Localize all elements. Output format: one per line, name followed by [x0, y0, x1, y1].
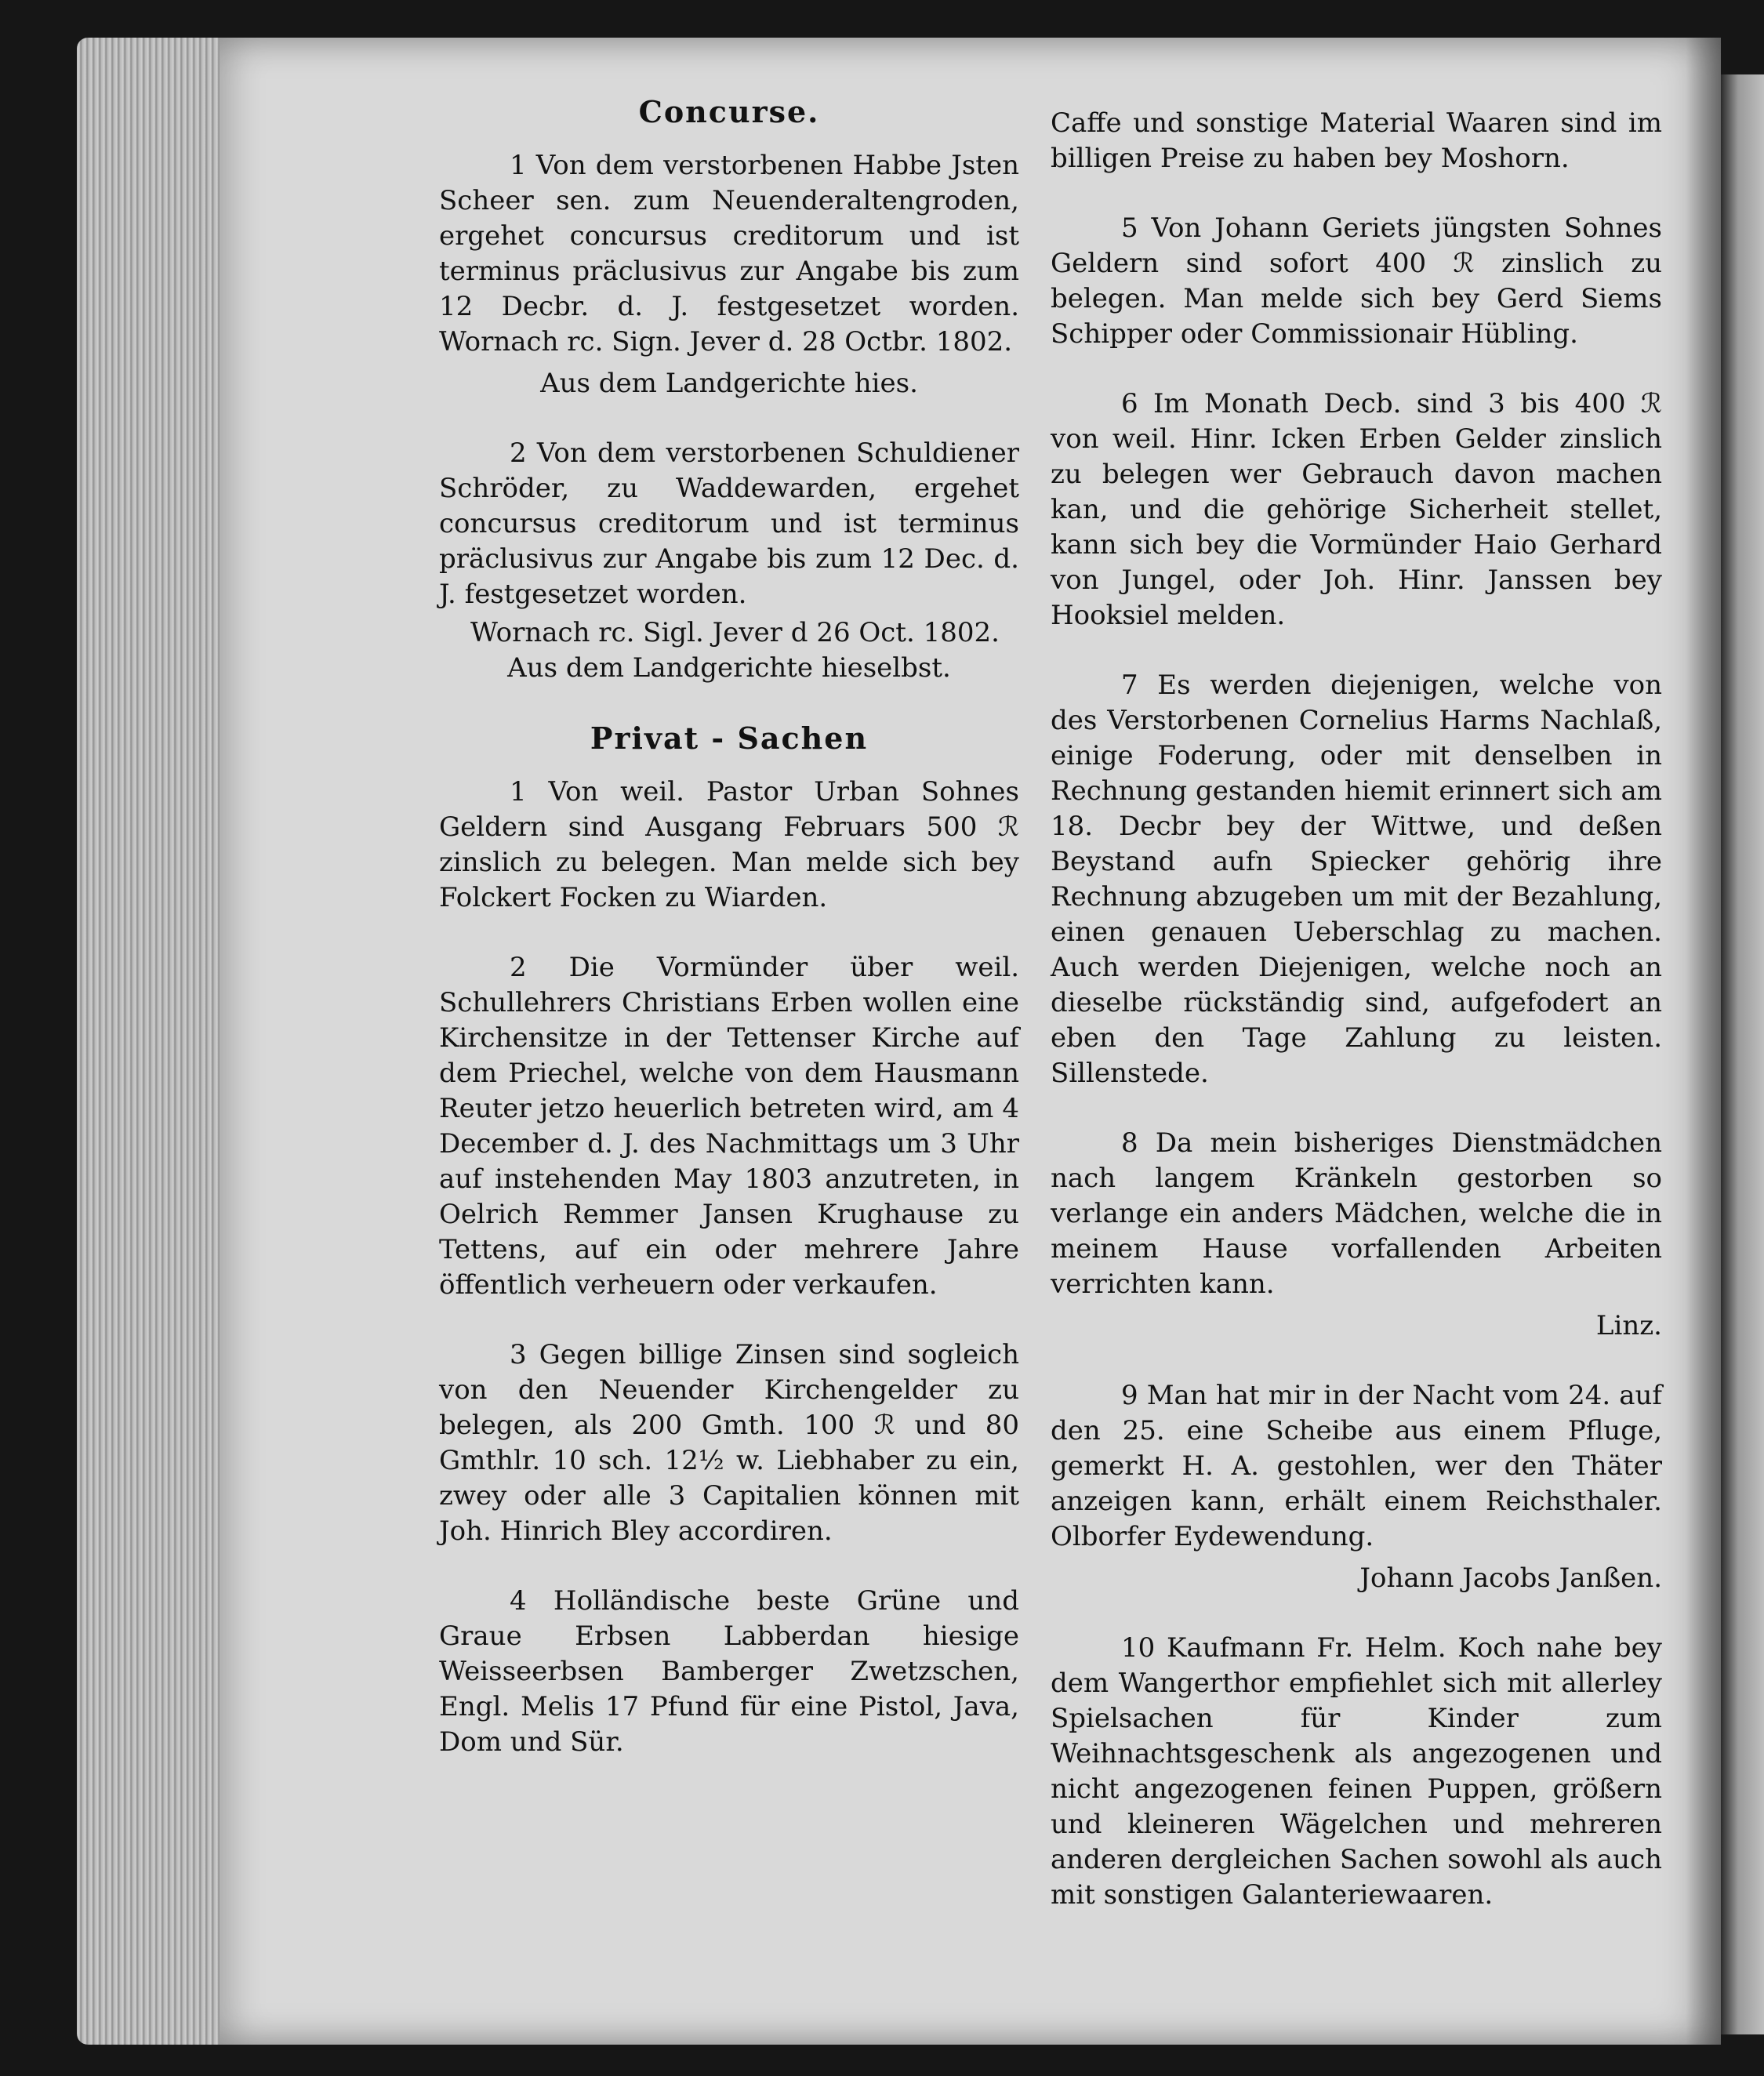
- facing-page-edge: [1721, 74, 1764, 2034]
- privat-entry-2: 2 Die Vormünder über weil. Schullehrers Christians Erben wollen eine Kirchensitze in der Tettenser Kirche auf dem Priechel, welche von dem Hausmann Reuter jetzo heuerlich betreten wird, am 4 December d. J. des Nachmittags um 3 Uhr auf instehenden May 1803 anzutreten, in Oelrich Remmer Jansen Krughause zu Tettens, auf ein oder mehrere Jahre öffentlich verheuern oder verkaufen.: [439, 952, 1019, 1301]
- privat-entry-5: 5 Von Johann Geriets jüngsten Sohnes Geldern sind sofort 400 ℛ zinslich zu belegen. Man melde sich bey Gerd Siems Schipper oder Commissionair Hübling.: [1051, 212, 1662, 350]
- privat-entry-6: 6 Im Monath Decb. sind 3 bis 400 ℛ von weil. Hinr. Icken Erben Gelder zinslich zu belegen wer Gebrauch davon machen kan, und die gehörige Sicherheit stellet, kann sich bey die Vormünder Haio Gerhard von Jungel, oder Joh. Hinr. Janssen bey Hooksiel melden.: [1051, 388, 1662, 631]
- privat-entry-4-continued: Caffe und sonstige Material Waaren sind im billigen Preise zu haben bey Moshorn.: [1051, 107, 1662, 174]
- right-column: [1051, 106, 1662, 1947]
- gutter-shadow: [1686, 38, 1721, 2045]
- concurs-entry-1: 1 Von dem verstorbenen Habbe Jsten Scheer sen. zum Neuenderaltengroden, ergehet concursus creditorum und ist terminus präclusivus zur Angabe bis zum 12 Decbr. d. J. festgesetzet worden. Wornach rc. Sign. Jever d. 28 Octbr. 1802.: [439, 150, 1019, 357]
- privat-entry-1: 1 Von weil. Pastor Urban Sohnes Geldern sind Ausgang Februars 500 ℛ zinslich zu belegen. Man melde sich bey Folckert Focken zu Wiarden.: [439, 776, 1019, 913]
- concurs-entry-2: 2 Von dem verstorbenen Schuldiener Schröder, zu Waddewarden, ergehet concursus creditorum und ist terminus präclusivus zur Angabe bis zum 12 Dec. d. J. festgesetzet worden.: [439, 437, 1019, 610]
- book-page-edges: [77, 38, 234, 2045]
- privat-entry-7: 7 Es werden diejenigen, welche von des Verstorbenen Cornelius Harms Nachlaß, einige Foderung, oder mit denselben in Rechnung gestanden hiemit erinnert sich am 18. Decbr bey der Wittwe, und deßen Beystand aufn Spiecker gehörig ihre Rechnung abzugeben um mit der Bezahlung, einen genauen Ueberschlag zu machen. Auch werden Diejenigen, welche noch an dieselbe rückständig sind, aufgefodert an eben den Tage Zahlung zu leisten. Sillenstede.: [1051, 670, 1662, 1089]
- concurs-entry-1-signature: Aus dem Landgerichte hies.: [540, 368, 918, 399]
- left-column: [439, 94, 1019, 1795]
- privat-entry-8: 8 Da mein bisheriges Dienstmädchen nach langem Kränkeln gestorben so verlange ein anders Mädchen, welche die in meinem Hause vorfallenden Arbeiten verrichten kann.: [1051, 1127, 1662, 1300]
- privat-entry-4: 4 Holländische beste Grüne und Graue Erbsen Labberdan hiesige Weisseerbsen Bamberger Zwetzschen, Engl. Melis 17 Pfund für eine Pistol, Java, Dom und Sür.: [439, 1585, 1019, 1758]
- section-heading-privat: Privat - Sachen: [590, 720, 869, 756]
- concurs-entry-2-date: Wornach rc. Sigl. Jever d 26 Oct. 1802.: [470, 617, 1000, 648]
- concurs-entry-2-signature: Aus dem Landgerichte hieselbst.: [507, 652, 951, 684]
- privat-entry-9-signature: Johann Jacobs Janßen.: [1359, 1562, 1662, 1594]
- section-heading-concurse: Concurse.: [638, 94, 820, 129]
- privat-entry-9: 9 Man hat mir in der Nacht vom 24. auf den 25. eine Scheibe aus einem Pfluge, gemerkt H. A. gestohlen, wer den Thäter anzeigen kann, erhält einem Reichsthaler. Olborfer Eydewendung.: [1051, 1380, 1662, 1552]
- privat-entry-3: 3 Gegen billige Zinsen sind sogleich von den Neuender Kirchengelder zu belegen, als 200 Gmth. 100 ℛ und 80 Gmthlr. 10 sch. 12½ w. Liebhaber zu ein, zwey oder alle 3 Capitalien können mit Joh. Hinrich Bley accordiren.: [439, 1339, 1019, 1547]
- privat-entry-10: 10 Kaufmann Fr. Helm. Koch nahe bey dem Wangerthor empfiehlet sich mit allerley Spielsachen für Kinder zum Weihnachtsgeschenk als angezogenen und nicht angezogenen feinen Puppen, größern und kleineren Wägelchen und mehreren anderen dergleichen Sachen sowohl als auch mit sonstigen Galanteriewaaren.: [1051, 1632, 1662, 1911]
- privat-entry-8-signature: Linz.: [1595, 1310, 1662, 1341]
